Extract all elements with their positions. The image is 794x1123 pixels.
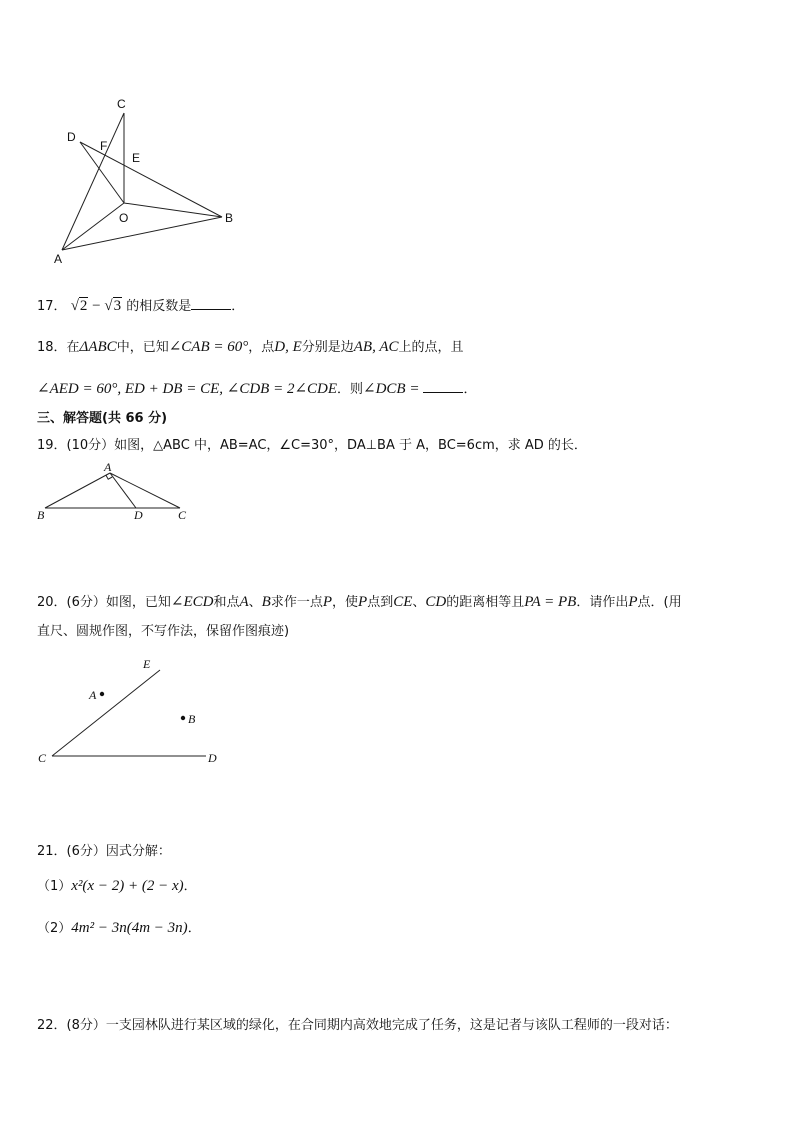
label-B: B — [225, 211, 234, 225]
question-20-line1: 20．(6分）如图，已知∠ECD和点A、B求作一点P，使P点到CE、CD的距离相等且PA = PB．请作出P点．(用 — [37, 594, 682, 610]
label-C: C — [117, 97, 126, 111]
question-19: 19．(10分）如图，△ABC 中，AB=AC，∠C=30°，DA⊥BA 于 A，BC=6cm，求 AD 的长． — [37, 438, 587, 453]
label-B: B — [37, 508, 45, 522]
question-17: 17． √2 − √3 的相反数是 ． — [37, 298, 245, 314]
label-E: E — [132, 151, 141, 165]
label-A: A — [89, 688, 97, 702]
label-A: A — [104, 460, 112, 474]
label-E: E — [143, 657, 151, 671]
question-22: 22．(8分）一支园林队进行某区域的绿化，在合同期内高效地完成了任务，这是记者与该队工程师的一段对话： — [37, 1018, 678, 1033]
label-A: A — [54, 252, 63, 266]
point-B — [181, 716, 185, 720]
q17-number: 17． — [37, 299, 67, 314]
point-A — [100, 692, 104, 696]
label-D: D — [208, 751, 217, 765]
ray-CE — [52, 670, 160, 756]
q17-expression: √2 − √3 — [70, 298, 122, 314]
question-21-title: 21．(6分）因式分解： — [37, 844, 171, 859]
question-18-line1: 18．在ΔABC中，已知∠CAB = 60°，点D, E分别是边AB, AC上的点，且 — [37, 339, 464, 355]
section-3-title: 三、解答题(共 66 分) — [37, 411, 168, 426]
label-C: C — [178, 508, 187, 522]
q17-text: 的相反数是 — [126, 299, 192, 314]
label-F: F — [100, 139, 108, 153]
label-O: O — [119, 211, 129, 225]
label-C: C — [38, 751, 47, 765]
label-B: B — [188, 712, 196, 726]
label-D: D — [67, 130, 76, 144]
question-20-line2: 直尺、圆规作图，不写作法，保留作图痕迹) — [37, 624, 290, 639]
question-18-line2: ∠AED = 60°, ED + DB = CE, ∠CDB = 2∠CDE．则∠DCB = ． — [37, 381, 477, 397]
question-21-part2: （2）4m² − 3n(4m − 3n)． — [37, 920, 201, 936]
question-21-part1: （1）x²(x − 2) + (2 − x)． — [37, 878, 197, 894]
label-D: D — [134, 508, 143, 522]
